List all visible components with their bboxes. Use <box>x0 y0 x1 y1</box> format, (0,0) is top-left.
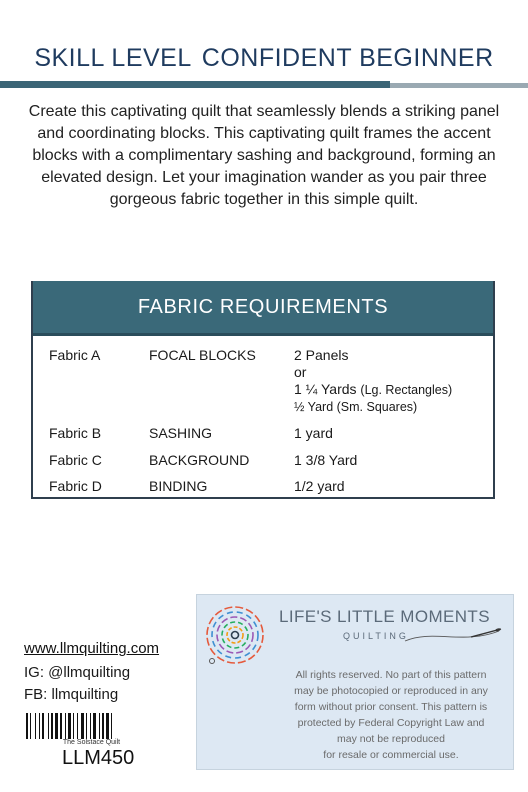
fabric-name: Fabric D <box>49 478 102 494</box>
copyright-box <box>196 594 514 770</box>
copyright-line: may not be reproduced <box>337 733 445 745</box>
fabric-amount-note: (Lg. Rectangles) <box>360 383 453 397</box>
fabric-use: BACKGROUND <box>149 452 250 468</box>
copyright-line: All rights reserved. No part of this pattern <box>295 669 487 681</box>
fabric-name: Fabric B <box>49 425 102 441</box>
fabric-amount: 1/2 yard <box>294 478 345 494</box>
barcode-bar <box>81 713 84 739</box>
barcode-bar <box>39 713 40 739</box>
barcode-bar <box>35 713 36 739</box>
fabric-use: FOCAL BLOCKS <box>149 347 256 363</box>
skill-level-value: CONFIDENT BEGINNER <box>201 44 494 72</box>
fabric-name: Fabric C <box>49 452 102 468</box>
fabric-requirements-title: FABRIC REQUIREMENTS <box>33 281 493 336</box>
barcode-bar <box>73 713 74 739</box>
barcode-bar <box>65 713 66 739</box>
copyright-line: may be photocopied or reproduced in any <box>294 685 488 697</box>
copyright-notice <box>275 667 507 763</box>
barcode <box>24 713 159 741</box>
barcode-bar <box>77 713 78 739</box>
copyright-line: protected by Federal Copyright Law and <box>297 717 485 729</box>
spiral-logo-icon <box>203 603 267 667</box>
brand-subtitle: QUILTING <box>343 631 409 641</box>
barcode-bar <box>93 713 96 739</box>
barcode-bar <box>106 713 109 739</box>
copyright-line: form without prior consent. This pattern is <box>294 701 488 713</box>
skill-level-label: SKILL LEVEL <box>34 44 192 72</box>
needle-thread-icon <box>403 625 503 645</box>
fabric-requirements-box <box>31 281 495 499</box>
fabric-amount-line: 2 Panels <box>294 347 349 363</box>
fabric-amount: 1 yard <box>294 425 333 441</box>
barcode-bar <box>60 713 62 739</box>
fabric-amount <box>294 347 452 416</box>
barcode-bar <box>30 713 31 739</box>
barcode-caption: The Solstace Quilt <box>62 739 121 746</box>
title-rule-light <box>390 83 528 88</box>
fabric-amount-main: 1 ¼ Yards <box>294 381 357 397</box>
barcode-bar <box>55 713 58 739</box>
fabric-amount-extra: ½ Yard (Sm. Squares) <box>294 400 418 414</box>
fabric-name: Fabric A <box>49 347 101 363</box>
intro-paragraph: Create this captivating quilt that seamlessly blends a striking panel and coordinating blocks. This captivating quilt frames the accent blocks with a complimentary sashing and background, forming an elevated design. Let your imagination wander as you pair three gorgeous fabric together in this simple quilt. <box>28 103 500 208</box>
barcode-bar <box>99 713 100 739</box>
barcode-bar <box>51 713 53 739</box>
product-sku: LLM450 <box>62 747 135 769</box>
barcode-bar <box>102 713 104 739</box>
website-link[interactable]: www.llmquilting.com <box>24 640 160 657</box>
fabric-amount: 1 3/8 Yard <box>294 452 358 468</box>
instagram-handle: IG: @llmquilting <box>24 664 131 681</box>
skill-level-title <box>0 44 528 73</box>
facebook-handle: FB: llmquilting <box>24 686 119 703</box>
fabric-amount-line: or <box>294 364 307 380</box>
barcode-bar <box>111 713 112 739</box>
title-rule-dark <box>0 81 390 88</box>
fabric-amount-line <box>294 381 452 399</box>
copyright-line: for resale or commercial use. <box>323 749 459 761</box>
barcode-bar <box>90 713 91 739</box>
barcode-bar <box>26 713 28 739</box>
barcode-bar <box>86 713 87 739</box>
fabric-use: BINDING <box>149 478 208 494</box>
barcode-bar <box>68 713 71 739</box>
barcode-bar <box>48 713 49 739</box>
brand-name: LIFE'S LITTLE MOMENTS <box>279 607 490 626</box>
fabric-use: SASHING <box>149 425 213 441</box>
barcode-bar <box>42 713 44 739</box>
